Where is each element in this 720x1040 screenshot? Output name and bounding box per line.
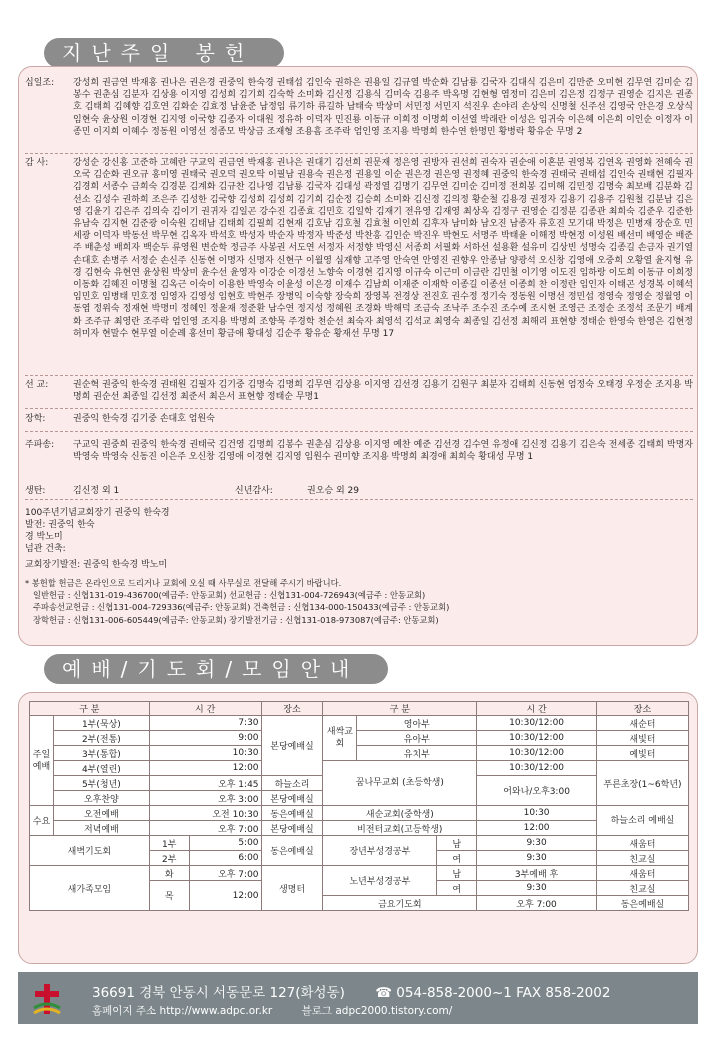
church-logo-icon [30,982,64,1016]
middle-time: 10:30 [477,806,597,821]
service-time: 오전 10:30 [149,806,261,821]
friday-prayer-name: 금요기도회 [323,896,477,911]
service-name: 오전예배 [53,806,149,821]
service-place: 본당예배실 [261,716,323,776]
divider [25,499,693,500]
sprout-church-label: 새싹교회 [323,716,357,761]
service-place: 동은예배실 [261,806,323,821]
gender: 남 [437,836,477,851]
schedule-title: 예배/기도회/모임안내 [44,654,388,684]
misc-line: 발전: 권중익 한숙 [25,520,95,530]
note-line: 장학헌금 : 신협131-006-605449(예금주: 안동교회) 장기발전기금 : 신협131-018-973087(예금주: 안동교회) [33,614,439,625]
newcomer-day: 화 [149,866,189,881]
birth-label: 생탄: [25,486,46,496]
service-place: 본당예배실 [261,791,323,806]
school-name: 영아부 [357,716,477,731]
high-time: 12:00 [477,821,597,836]
divider [25,408,693,409]
service-place: 하늘소리 [261,776,323,791]
haneulsori-place: 하늘소리 예배실 [596,806,688,836]
dawn-prayer-label: 새벽기도회 [30,836,150,866]
service-name: 3부(통합) [53,746,149,761]
note-line: 주파송선교헌금 : 신협131-004-729336(예금주: 안동교회) 건축헌금 : 신협134-000-150433(예금주 : 안동교회) [33,602,450,613]
school-name: 유치부 [357,746,477,761]
mission-section [25,379,693,403]
study-place: 친교실 [596,881,688,896]
kids-time: 어와나/오후3:00 [477,776,597,806]
school-place: 새빛터 [596,731,688,746]
schedule-panel [18,692,698,964]
note-line: 일반헌금 : 신협131-019-436700(예금주: 안동교회) 선교헌금 : 신협131-004-726943(예금주 : 안동교회) [33,590,426,601]
newcomer-time: 12:00 [189,881,261,911]
kids-time: 10:30/12:00 [477,761,597,776]
scholarship-label: 장학: [25,414,46,424]
mission-names: 권순혁 권중익 한숙경 권태원 김필자 김기중 김명숙 김명희 김무연 김상용 이지영 김선경 김용기 김원구 최분자 김태희 신동현 엄정숙 오태경 우정순 조지용 박명희 권순선 최종일 김선정 최준서 최은서 표현향 정태순 무명1 [73,380,693,403]
service-name: 오후찬양 [53,791,149,806]
high-church-name: 비전터교회(고등학생) [323,821,477,836]
col-place: 장소 [596,702,688,716]
special-label: 주파송: [25,440,55,450]
special-section [25,439,693,463]
service-time: 오후 3:00 [149,791,261,806]
offering-panel [18,66,698,646]
service-place: 본당예배실 [261,821,323,836]
account-notes [25,577,449,626]
divider [25,375,693,376]
school-name: 유아부 [357,731,477,746]
misc-line: 100주년기념교회장기 권중익 한숙경 [25,508,170,518]
service-name: 2부(전통) [53,731,149,746]
newcomer-day: 목 [149,881,189,911]
dawn-part: 1부 [149,836,189,851]
study-place: 친교실 [596,851,688,866]
scholarship-section [25,413,693,425]
service-name: 1부(묵상) [53,716,149,731]
col-place: 장소 [261,702,323,716]
tithe-section [25,77,693,138]
wednesday-label: 수요 [30,806,54,836]
tithe-label: 십일조: [25,78,55,88]
footer [18,972,698,1024]
kids-place: 푸른초장(1~6학년) [596,761,688,806]
senior-study-label: 노년부성경공부 [323,866,437,896]
tithe-names: 강성희 권금연 박재홍 권나은 권은경 권중익 한숙경 권태섭 김인숙 권하은 권용일 김규열 박순화 김남룡 김국자 김대식 김은미 김만준 오미현 김무연 김미순 김봉수 권춘심 김분자 김상용 이지영 김성희 김기희 김숙학 소미화 김신정 김용식 김미숙 김용주 박옥명 김현형 염정미 김은미 김은정 김정구 권영순 김지은 권종호 김태희 김혜향 김호연 김화순 김효정 남윤준 남정임 류기하 류길하 남태숙 박상미 서민정 서민지 석진우 손야리 손상익 신명철 신주선 김영국 안은경 오상식 임현숙 윤상원 이경현 김지영 이국향 김종자 이대원 정유하 이덕자 민진룡 이동규 이희정 이명희 이선열 박래란 이성은 임귀숙 이은혜 이은희 이인순 이정자 이종민 이지희 이혜수 정동원 이영선 정종모 박상금 조재형 조용흠 조주락 엄인영 조지용 박명희 한수연 한명민 황병락 황유순 무명 2 [73,78,693,137]
service-name: 5부(청년) [53,776,149,791]
school-place: 새순터 [596,716,688,731]
school-time: 10:30/12:00 [477,716,597,731]
dawn-part: 2부 [149,851,189,866]
newcomer-time: 오후 7:00 [189,866,261,881]
last-week-offering-title: 지난주일 봉헌 [44,38,284,68]
gender: 남 [437,866,477,881]
col-div: 구 분 [323,702,477,716]
divider [25,153,693,154]
church-phone: ☎ 054-858-2000~1 FAX 858-2002 [375,985,611,1001]
service-time: 오후 7:00 [149,821,261,836]
homepage-link[interactable]: 홈페이지 주소 http://www.adpc.or.kr [92,1005,273,1017]
service-time: 9:00 [149,731,261,746]
service-time: 12:00 [149,761,261,776]
birth-names: 김신정 외 1 [73,486,120,496]
misc-line: 넘관 건축: [25,544,66,554]
sunday-worship-label: 주일예배 [30,716,54,806]
study-time: 3부예배 후 [477,866,597,881]
blog-link[interactable]: 블로그 adpc2000.tistory.com/ [301,1005,453,1017]
thanks-section [25,157,693,340]
middle-church-name: 새순교회(중학생) [323,806,477,821]
divider [25,431,693,432]
thanks-label: 감 사: [25,158,49,168]
scholarship-names: 권중익 한숙경 김기중 손대호 엄원숙 [73,414,215,424]
service-name: 저녁예배 [53,821,149,836]
study-place: 새움터 [596,866,688,881]
service-name: 4부(열린) [53,761,149,776]
mission-label: 선 교: [25,380,49,390]
note-line: * 봉헌할 헌금은 온라인으로 드리거나 교회에 오실 때 사무실로 전달해 주시기 바랍니다. [25,578,342,588]
dawn-place: 동은예배실 [261,836,323,866]
misc-line: 교회장기발전: 권중익 한숙경 박노미 [25,560,168,570]
birth-section [25,485,693,497]
special-names: 구교익 권중희 권중익 한숙경 권태국 김건영 김명희 김봉수 권춘심 김상용 이지영 예찬 예준 김선경 김수연 유정애 김신정 김용기 김은숙 전세종 김태희 박명자 박영숙 박영숙 신동진 이은주 오신창 김영애 이경현 김지영 임원수 권미향 조지용 박명희 최경애 최희숙 황대성 무명 1 [73,440,693,463]
friday-time: 오후 7:00 [477,896,597,911]
newyear-names: 권오승 외 29 [307,486,359,496]
service-time: 10:30 [149,746,261,761]
misc-line: 경 박노미 [25,532,63,542]
dawn-time: 5:00 [189,836,261,851]
school-time: 10:30/12:00 [477,746,597,761]
study-time: 9:30 [477,881,597,896]
dawn-time: 6:00 [189,851,261,866]
newcomer-place: 생명터 [261,866,323,911]
study-time: 9:30 [477,851,597,866]
church-address: 36691 경북 안동시 서동문로 127(화성동) [92,985,345,1001]
newcomer-label: 새가족모임 [30,866,150,911]
study-time: 9:30 [477,836,597,851]
newyear-label: 신년감사: [235,486,273,496]
gender: 여 [437,851,477,866]
thanks-names: 강성순 강신홍 고준하 고혜란 구교익 권금연 박재홍 권나은 권대기 김선희 권문재 정은영 권방자 권선희 권숙자 권순애 이혼분 권영복 김연옥 권영화 전혜숙 권오국 김순화 권오규 홍미영 권태국 권오덕 권오탁 이필남 권용숙 권은정 권용일 이순 권은경 권은영 권정혜 권중익 한숙경 권태국 권태섭 김인숙 권태현 김필자 김경희 서종수 금희숙 김경분 김계화 김규찬 김나영 김남룡 김국자 김대성 곽정열 김명기 김무연 김미순 김미정 전희봉 김미해 김민정 김명숙 최보배 김분화 김선소 김성수 권하희 조은주 김성한 김국향 김성희 김성희 김기희 김순정 김승희 소미화 김신정 김의정 황순철 김용경 권정자 김용기 김용주 김원철 김분남 김은영 김윤기 김은주 김의숙 김이기 권귀자 김일곤 강수진 김종효 김민호 김일학 김재기 전유영 김재영 최상옥 김정구 권영순 김정분 김종관 최희숙 김준우 김준한 유남숙 김지현 김준광 이숙원 김태남 김태희 김필희 김현재 김호남 김호철 김효철 이인희 김후자 남미화 남오진 남종자 류호진 모기대 박정은 민병재 장순호 민세광 이덕자 박동선 박무현 김옥자 박석호 박성자 박순자 박정자 박준성 박찬흥 김인순 박진우 박현도 서명주 박태윤 이해정 박현정 이성원 배선미 배영순 배준주 배춘성 배희자 백순두 류영원 변순학 정금주 사봉권 서도연 서정자 서정향 박영신 서종희 서필화 서하선 설용환 설유미 김상빈 성명숙 김종길 손금자 권기열 손대호 손병주 서정순 손신주 신동현 이명자 신명자 신현구 이월영 심재향 고주영 안숙연 안영진 권향우 안종남 양광석 오신창 김영애 오중희 오황열 윤지형 유경 김현숙 유현연 윤상원 박상미 윤수선 윤영자 이강순 이경선 노향숙 이경현 김지영 이규숙 이근미 이금란 김민철 이기영 이도진 임하랑 이도희 이동규 이희정 이동화 김혜진 이명철 김옥근 이숙이 이용한 박영숙 이윤성 이은경 이재수 김남희 이재준 이재학 이종길 이종선 이종희 찬 이정란 임인자 이태곤 성경복 이혜석 임민호 임병태 민호정 임영자 김영성 임현호 박현주 장병익 이숙향 장숙희 장영복 전경상 전진호 권수정 정기숙 정동원 이명선 정민섭 정영숙 정영순 정월영 이동엽 정위숙 정재현 박명미 정혜인 정윤재 정준환 남수연 정지성 정혜원 조경화 박해덕 조금숙 조낙주 조수진 조수예 조시현 조영근 조정순 조정석 조문기 배계화 조주규 최영란 조주락 엄인영 조지용 박명희 조향묵 주경학 천순선 최숙자 최영석 김석교 최영숙 최종일 김선정 최해리 표현향 정태순 한영숙 한영은 김현정 허미자 현말수 현무열 이순례 홍선미 황금애 황대성 김순주 황유순 황재선 무명 17 [73,158,693,339]
service-time: 오후 1:45 [149,776,261,791]
col-time: 시 간 [477,702,597,716]
service-time: 7:30 [149,716,261,731]
school-time: 10:30/12:00 [477,731,597,746]
adult-study-label: 장년부성경공부 [323,836,437,866]
study-place: 새움터 [596,836,688,851]
school-place: 예빛터 [596,746,688,761]
friday-place: 동은예배실 [596,896,688,911]
schedule-table [29,701,689,911]
col-time: 시 간 [149,702,261,716]
col-div: 구 분 [30,702,150,716]
kids-church-name: 꿈나무교회 (초등학생) [323,761,477,806]
gender: 여 [437,881,477,896]
